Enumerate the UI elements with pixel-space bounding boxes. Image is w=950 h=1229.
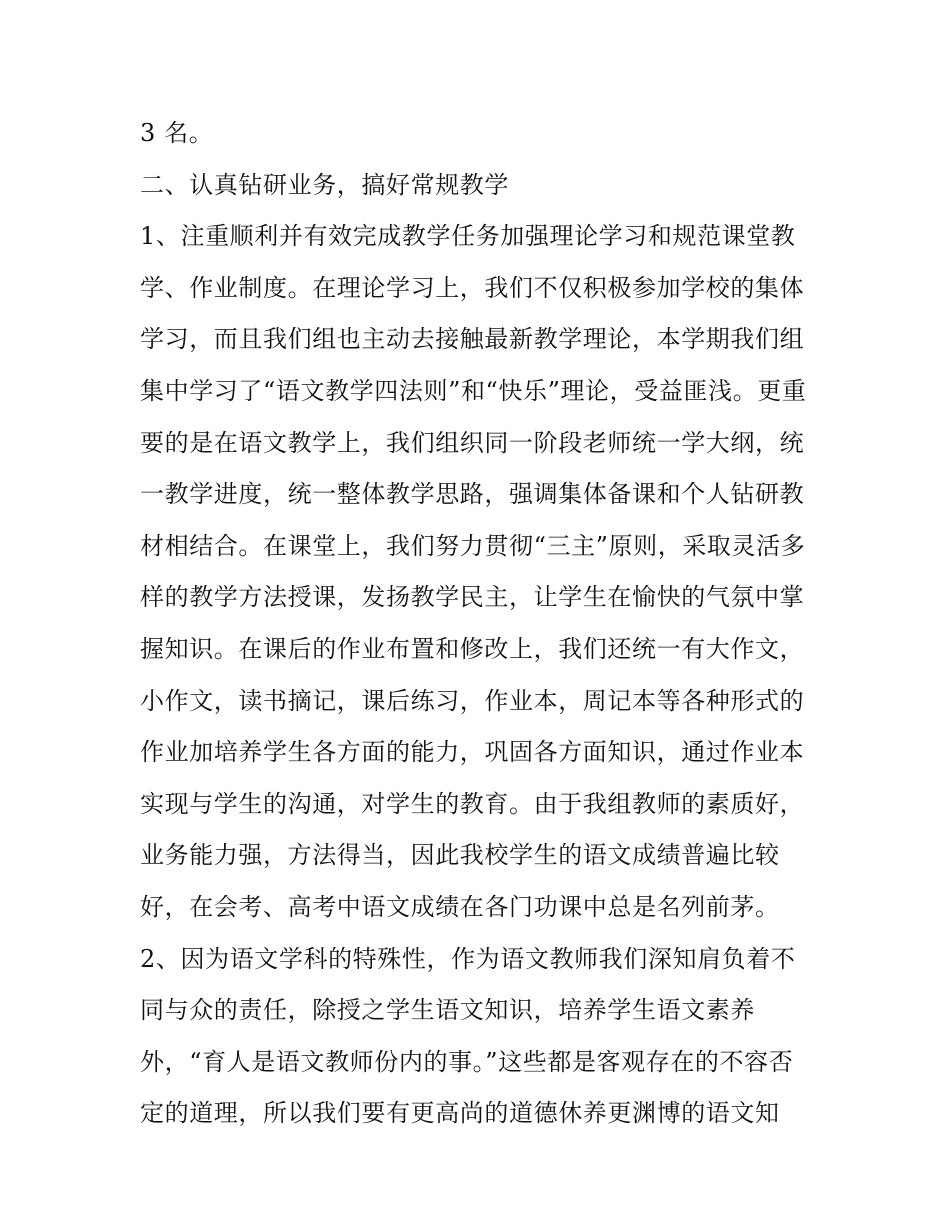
text-line: 好，在会考、高考中语文成绩在各门功课中总是名列前茅。: [140, 892, 780, 921]
text-line: 样的教学方法授课，发扬教学民主，让学生在愉快的气氛中掌: [140, 583, 805, 612]
text-line: 集中学习了“语文教学四法则”和“快乐”理论，受益匪浅。更重: [140, 376, 807, 405]
text-line: 2、因为语文学科的特殊性，作为语文教师我们深知肩负着不: [140, 944, 796, 973]
text-line: 一教学进度，统一整体教学思路，强调集体备课和个人钻研教: [140, 480, 805, 509]
text-line: 实现与学生的沟通，对学生的教育。由于我组教师的素质好，: [140, 789, 805, 818]
text-line: 同与众的责任，除授之学生语文知识，培养学生语文素养: [140, 996, 755, 1025]
text-line: 1、注重顺利并有效完成教学任务加强理论学习和规范课堂教: [140, 222, 796, 251]
text-line: 作业加培养学生各方面的能力，巩固各方面知识，通过作业本: [140, 738, 805, 767]
section-heading: 二、认真钻研业务，搞好常规教学: [140, 170, 509, 199]
text-line: 外，“育人是语文教师份内的事。”这些都是客观存在的不容否: [140, 1047, 794, 1076]
text-line: 3 名。: [140, 119, 214, 147]
text-line: 定的道理，所以我们要有更高尚的道德休养更渊博的语文知: [140, 1099, 780, 1128]
text-line: 握知识。在课后的作业布置和修改上，我们还统一有大作文，: [140, 634, 805, 663]
text-line: 小作文，读书摘记，课后练习，作业本，周记本等各种形式的: [140, 686, 805, 715]
text-line: 材相结合。在课堂上，我们努力贯彻“三主”原则，采取灵活多: [140, 531, 806, 560]
text-line: 业务能力强，方法得当，因此我校学生的语文成绩普遍比较: [140, 841, 780, 870]
document-body: [140, 108, 820, 1140]
text-line: 学习，而且我们组也主动去接触最新教学理论，本学期我们组: [140, 325, 805, 354]
text-line: 要的是在语文教学上，我们组织同一阶段老师统一学大纲，统: [140, 428, 805, 457]
text-line: 学、作业制度。在理论学习上，我们不仅积极参加学校的集体: [140, 273, 805, 302]
